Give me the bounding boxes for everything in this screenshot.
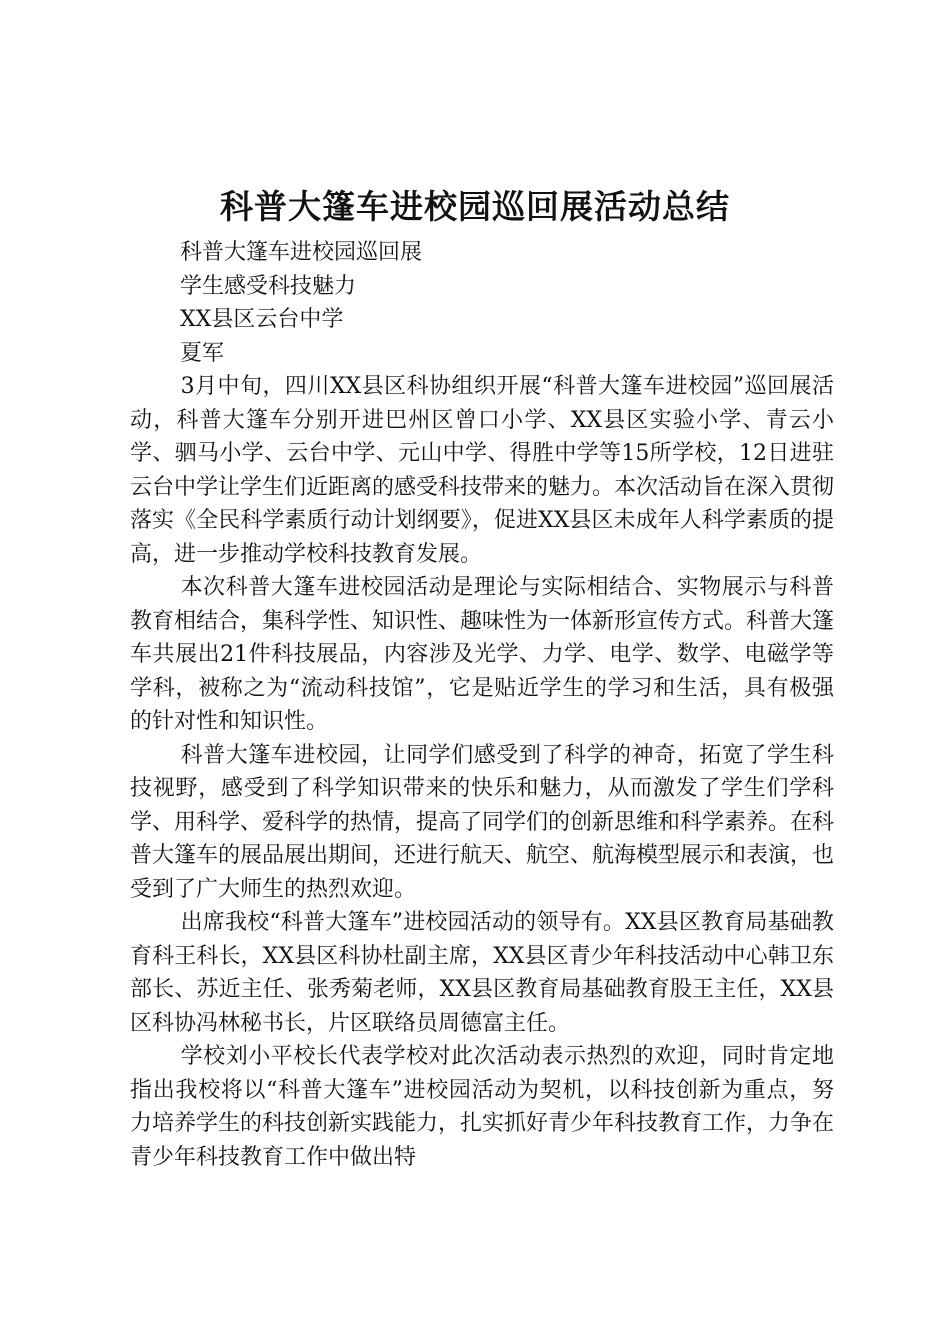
- paragraph: 科普大篷车进校园，让同学们感受到了科学的神奇，拓宽了学生科技视野，感受到了科学知识带来的快乐和魅力，从而激发了学生们学科学、用科学、爱科学的热情，提高了同学们的创新思维和科学素养。在科普大篷车的展品展出期间，还进行航天、航空、航海模型展示和表演，也受到了广大师生的热烈欢迎。: [130, 742, 835, 902]
- paragraph: 本次科普大篷车进校园活动是理论与实际相结合、实物展示与科普教育相结合，集科学性、知识性、趣味性为一体新形宣传方式。科普大篷车共展出21件科技展品，内容涉及光学、力学、电学、数学、电磁学等学科，被称之为“流动科技馆”，它是贴近学生的学习和生活，具有极强的针对性和知识性。: [130, 575, 835, 734]
- paragraph: 出席我校“科普大篷车”进校园活动的领导有。XX县区教育局基础教育科王科长，XX县区科协杜副主席，XX县区青少年科技活动中心韩卫东部长、苏近主任、张秀菊老师，XX县区教育局基础教育股王主任，XX县区科协冯林秘书长，片区联络员周德富主任。: [130, 910, 834, 1036]
- paragraph: 学校刘小平校长代表学校对此次活动表示热烈的欢迎，同时肯定地指出我校将以“科普大篷车”进校园活动为契机，以科技创新为重点，努力培养学生的科技创新实践能力，扎实抓好青少年科技教育工作，力争在青少年科技教育工作中做出特: [130, 1044, 835, 1170]
- author-line: 夏军: [180, 340, 225, 366]
- subtitle-line: XX县区云台中学: [180, 307, 344, 332]
- paragraph: 3月中旬，四川XX县区科协组织开展“科普大篷车进校园”巡回展活动，科普大篷车分别开进巴州区曾口小学、XX县区实验小学、青云小学、驷马小学、云台中学、元山中学、得胜中学等15所学校，12日进驻云台中学让学生们近距离的感受科技带来的魅力。本次活动旨在深入贯彻落实《全民科学素质行动计划纲要》，促进XX县区未成年人科学素质的提高，进一步推动学校科技教育发展。: [130, 374, 835, 567]
- document-body: [130, 236, 834, 1174]
- document-title: 科普大篷车进校园巡回展活动总结: [220, 187, 730, 226]
- subtitle-line: 科普大篷车进校园巡回展: [180, 240, 423, 265]
- subtitle-line: 学生感受科技魅力: [180, 273, 357, 299]
